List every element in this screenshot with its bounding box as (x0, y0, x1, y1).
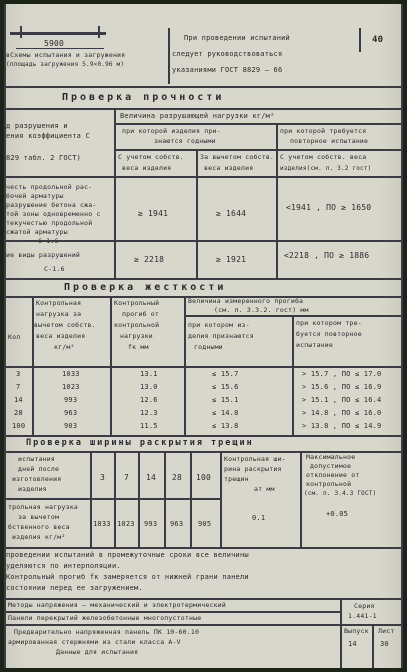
strength-top-header: Величина разрушающей нагрузки кг/м² (120, 112, 275, 120)
crack-mid-h1: Контрольная ши- (224, 455, 286, 463)
stiffness-day: 7 (16, 383, 21, 391)
strength-col1-l1: д разрушения и (6, 122, 68, 130)
crack-heading: Проверка ширины раскрытия трещин (26, 438, 254, 448)
note-4: состоянии перед ее загружением. (6, 584, 143, 592)
note-line-3: указаниями ГОСТ 8829 – 66 (172, 66, 283, 74)
strength-sub-c2: изделия(см. п. 3.2 гост) (280, 165, 372, 172)
desc-line-2: армированная стержнями из стали класса А-V (8, 638, 181, 646)
stiffness-retest: > 15.1 , ПО ≤ 16.4 (302, 396, 382, 404)
stiffness-ok: ≤ 15.1 (212, 396, 239, 404)
load-scheme-label-1: вСхемы испытания и загружения (6, 51, 126, 59)
stiffness-retest: > 14.8 , ПО ≤ 16.0 (302, 409, 382, 417)
crack-mid-val: 0.1 (252, 514, 266, 522)
crack-mid-h2: рина раскрытия (224, 465, 282, 473)
stiffness-ok: ≤ 13.8 (212, 422, 239, 430)
strength-row2-coef: С-1.6 (44, 265, 65, 273)
strength-row1-l6: сжатой арматуры (6, 228, 68, 236)
note-3: Контрольный прогиб fк замеряется от нижней грани панели (6, 573, 249, 581)
stiffness-col2-1: Контрольная (36, 299, 82, 307)
stiffness-load: 903 (64, 422, 78, 430)
stiffness-fk: 13.1 (140, 370, 158, 378)
strength-row1-l2: бочей арматуры (6, 192, 64, 200)
stiffness-load: 993 (64, 396, 78, 404)
document-sheet (4, 4, 403, 668)
crack-max-h3: отклонение от (306, 471, 360, 479)
crack-r2-3: бственного веса (8, 523, 70, 531)
stiffness-col3-5: fк мм (128, 343, 149, 351)
stiffness-fk: 12.6 (140, 396, 158, 404)
crack-day: 14 (146, 473, 157, 482)
note-line-2: следует руководствоваться (172, 50, 283, 58)
stiffness-load: 963 (64, 409, 78, 417)
note-1: проведении испытаний в промежуточные сроки все величины (6, 551, 249, 559)
crack-load: 1023 (117, 520, 135, 528)
stiffness-retest: > 15.7 , ПО ≤ 17.0 (302, 370, 382, 378)
stiffness-col2-5: кг/м² (54, 343, 75, 351)
sheet-value: 30 (380, 640, 389, 648)
stiffness-col2-2: нагрузка за (36, 310, 82, 318)
stiffness-h-a2: делия признаются (188, 332, 254, 340)
stiffness-h-b2: буется повторное (296, 330, 362, 338)
stiffness-retest: > 13.8 , ПО ≤ 14.9 (302, 422, 382, 430)
crack-load: 993 (144, 520, 158, 528)
stiffness-load: 1033 (62, 370, 80, 378)
stiffness-fk: 13.0 (140, 383, 158, 391)
stiffness-h-a3: годными (194, 343, 223, 351)
load-scheme-label-2: (площадь загружения 5.9×0.96 м) (6, 61, 125, 68)
crack-load: 963 (170, 520, 184, 528)
strength-h-a2: знаются годными (154, 137, 216, 145)
sheet-label: Лист (378, 627, 395, 635)
strength-h-b2: повторное испытание (290, 137, 369, 145)
strength-row1-l4: той зоны одновременно с (6, 210, 101, 218)
stiffness-day: 3 (16, 370, 21, 378)
strength-col1-l3: 829 табл. 2 ГОСТ) (6, 154, 82, 162)
strength-sub-b1: За вычетом собств. (200, 153, 275, 161)
crack-r2-4: изделия кг/м² (12, 533, 66, 541)
strength-row1-v1: ≥ 1941 (138, 209, 169, 218)
strength-row2-v1: ≥ 2218 (134, 255, 165, 264)
crack-max-h4: контрольной (306, 480, 352, 488)
strength-row1-v3: <1941 , ПО ≥ 1650 (286, 203, 372, 212)
stiffness-fk: 12.3 (140, 409, 158, 417)
strength-sub-a2: веса изделия (122, 164, 172, 172)
stiffness-col3-3: контрольной (114, 321, 160, 329)
strength-row1-l1: честь продольной рас- (6, 183, 93, 191)
crack-r1-1: испытания (18, 455, 56, 463)
stiffness-day: 28 (14, 409, 23, 417)
stiffness-fk: 11.5 (140, 422, 158, 430)
strength-col1-l2: ения коэффициента С (6, 132, 90, 140)
crack-day: 3 (100, 473, 106, 482)
strength-heading: Проверка прочности (62, 92, 225, 103)
stiffness-h-b3: испытание (296, 341, 334, 349)
crack-r1-2: дней после (18, 465, 60, 473)
strength-row1-v2: ≥ 1644 (216, 209, 247, 218)
stiffness-col2-4: веса изделия (36, 332, 86, 340)
crack-max-h5: (см. п. 3.4.3 ГОСТ) (304, 490, 377, 497)
stiffness-col3-2: прогиб от (122, 310, 160, 318)
crack-r1-4: изделия (18, 485, 47, 493)
crack-r2-2: за вычетом (18, 513, 60, 521)
strength-row2-v2: ≥ 1921 (216, 255, 247, 264)
crack-load: 1033 (93, 520, 111, 528)
crack-max-h1: Максимальное (306, 453, 356, 461)
strength-row2-v3: <2218 , ПО ≥ 1886 (284, 251, 370, 260)
stiffness-load: 1023 (62, 383, 80, 391)
crack-mid-h4: aт мм (254, 485, 275, 493)
stiffness-col1: Кол (8, 333, 21, 341)
strength-sub-c1: С учетом собств. веса (280, 153, 367, 161)
issue-value: 14 (348, 640, 357, 648)
stiffness-h-a1: при котором из- (188, 321, 250, 329)
note-line-1: При проведении испытаний (184, 34, 290, 42)
stiffness-col3-1: Контрольный (114, 299, 160, 307)
desc-line-3: Данные для испытания (56, 648, 139, 656)
strength-h-a1: при которой изделия при- (122, 127, 221, 135)
stiffness-heading: Проверка жесткости (64, 282, 227, 293)
stiffness-top2: (см. п. 3.3.2. гост) мм (214, 306, 309, 314)
stiffness-day: 14 (14, 396, 23, 404)
stiffness-retest: > 15.6 , ПО ≤ 16.9 (302, 383, 382, 391)
stiffness-top: Величина измеренного прогиба (188, 297, 304, 305)
methods-label: Методы напряжения – механический и электротермический (8, 601, 227, 609)
crack-day: 28 (172, 473, 183, 482)
stiffness-day: 100 (12, 422, 26, 430)
strength-row1-l5: текучестью продольной (6, 219, 93, 227)
series-label: Серия (354, 602, 375, 610)
strength-row1-l3: разрушение бетона сжа- (6, 201, 97, 209)
stiffness-col2-3: вычетом собств. (34, 321, 96, 329)
stiffness-col3-4: нагрузки (120, 332, 153, 340)
strength-sub-a1: С учетом собств. (118, 153, 184, 161)
stiffness-ok: ≤ 15.7 (212, 370, 239, 378)
crack-load: 905 (198, 520, 212, 528)
crack-max-val: +0.05 (326, 510, 349, 518)
crack-day: 100 (196, 473, 212, 482)
strength-sub-b2: веса изделия (204, 164, 254, 172)
strength-row2-l1: ие виды разрушений (6, 251, 81, 259)
issue-label: Выпуск (344, 627, 369, 635)
crack-r2-1: трольная нагрузка (8, 503, 78, 511)
crack-r1-3: изготовления (12, 475, 62, 483)
page-number: 40 (372, 35, 384, 45)
stiffness-h-b1: при котором тре- (296, 319, 362, 327)
strength-h-b1: при которой требуется (280, 127, 367, 135)
crack-day: 7 (124, 473, 130, 482)
title-main: Панели перекрытий железобетонные многопустотные (8, 614, 202, 622)
desc-line-1: Предварительно напряженная панель ПК 10-60.10 (14, 628, 200, 636)
crack-max-h2: допустимое (310, 462, 352, 470)
series-value: 1.441-1 (348, 612, 377, 620)
crack-mid-h3: трещин (224, 475, 249, 483)
span-dimension: 5900 (44, 39, 65, 48)
note-2: уделяются по интерполяции. (6, 562, 121, 570)
stiffness-ok: ≤ 15.6 (212, 383, 239, 391)
stiffness-ok: ≤ 14.8 (212, 409, 239, 417)
